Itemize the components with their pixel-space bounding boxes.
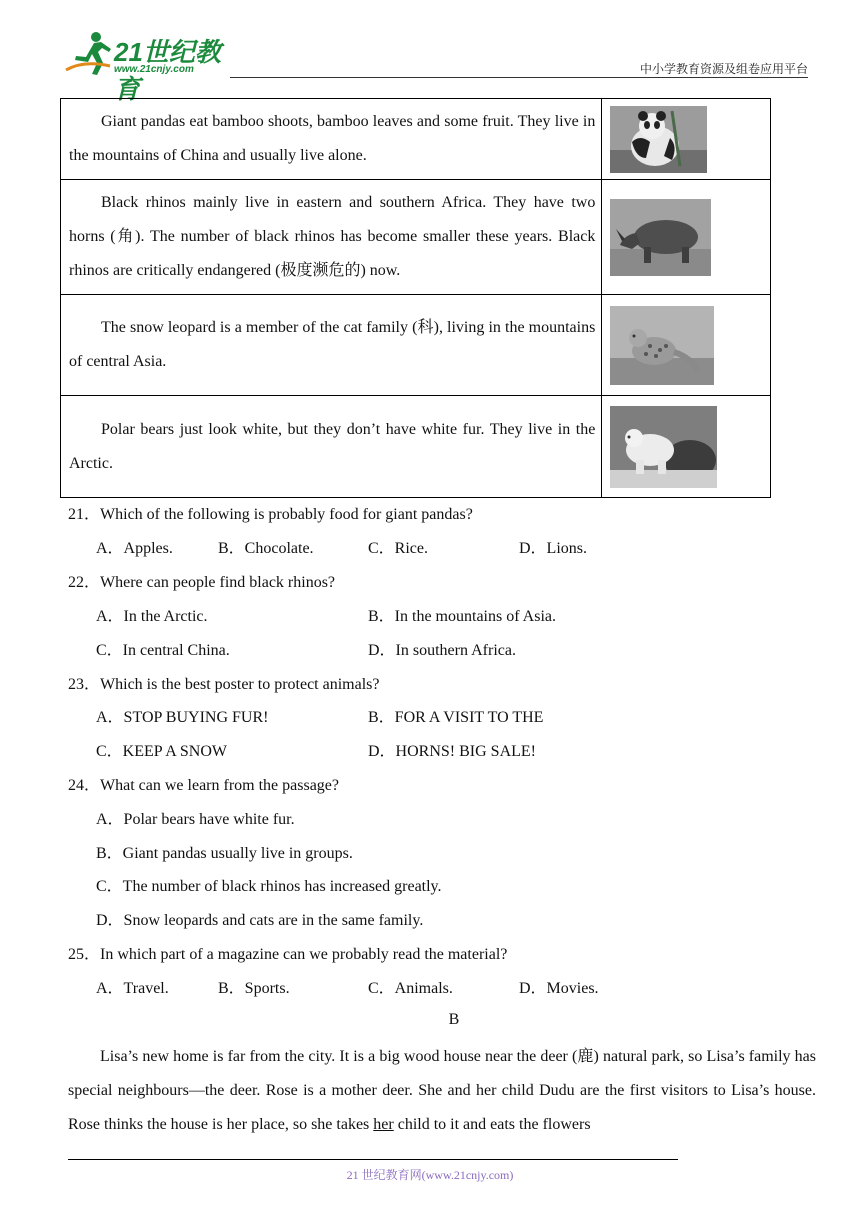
logo-url: www.21cnjy.com [114, 64, 194, 75]
option-24-c[interactable]: C．The number of black rhinos has increased greatly. [96, 878, 442, 895]
option-23-a[interactable]: A．STOP BUYING FUR! [96, 709, 269, 726]
question-text: Which of the following is probably food for giant pandas? [100, 506, 473, 523]
question-number: 21． [68, 506, 101, 523]
panda-photo-icon [610, 106, 707, 173]
platform-name: 中小学教育资源及组卷应用平台 [639, 62, 808, 76]
rhino-photo-icon [610, 199, 711, 276]
runner-logo-icon [64, 30, 114, 76]
question-25 [68, 945, 507, 965]
table-row [61, 295, 771, 396]
option-22-a[interactable]: A．In the Arctic. [96, 608, 208, 625]
option-23-c[interactable]: C．KEEP A SNOW [96, 743, 227, 760]
rhino-text: Black rhinos mainly live in eastern and southern Africa. They have two horns (角). The number of black rhinos has become smaller these years. Black rhinos are critically endangered (极度濒危的) now. [69, 194, 596, 279]
passage-text: child to it and eats the flowers [393, 1116, 591, 1133]
animal-info-table [60, 98, 771, 498]
question-24 [68, 776, 339, 796]
passage-text: Lisa’s new home is far from the city. It is a big wood house near the deer (鹿) natural park, so Lisa’s family has special neighbours—the deer. Rose is a mother deer. She and her child Dudu are the first visitors to Lisa’s house. Rose thinks the house is her place, so she takes [68, 1048, 816, 1133]
question-23 [68, 675, 380, 695]
question-number: 24． [68, 777, 101, 794]
option-24-d[interactable]: D．Snow leopards and cats are in the same family. [96, 912, 424, 929]
option-25-b[interactable]: B．Sports. [218, 980, 290, 997]
table-cell-text [61, 180, 602, 295]
option-23-b[interactable]: B．FOR A VISIT TO THE [368, 709, 544, 726]
snow-leopard-photo-icon [610, 306, 714, 385]
logo-text: 21世纪教育 [114, 37, 221, 104]
option-22-b[interactable]: B．In the mountains of Asia. [368, 608, 556, 625]
option-21-c[interactable]: C．Rice. [368, 540, 428, 557]
passage-paragraph [68, 1040, 816, 1142]
logo [64, 30, 234, 104]
option-24-a[interactable]: A．Polar bears have white fur. [96, 811, 295, 828]
question-22 [68, 573, 335, 593]
option-21-d[interactable]: D．Lions. [519, 540, 588, 557]
option-25-d[interactable]: D．Movies. [519, 980, 599, 997]
option-25-a[interactable]: A．Travel. [96, 980, 169, 997]
footer-divider [68, 1159, 678, 1160]
page-header [0, 0, 860, 104]
table-cell-image [602, 295, 771, 396]
snow-leopard-text: The snow leopard is a member of the cat family (科), living in the mountains of central Asia. [69, 319, 596, 370]
table-cell-image [602, 396, 771, 498]
question-text: In which part of a magazine can we probably read the material? [100, 946, 508, 963]
polar-bear-photo-icon [610, 406, 717, 488]
question-text: Where can people find black rhinos? [100, 574, 336, 591]
question-number: 22． [68, 574, 101, 591]
underlined-word: her [373, 1116, 394, 1133]
option-21-b[interactable]: B．Chocolate. [218, 540, 314, 557]
option-25-c[interactable]: C．Animals. [368, 980, 453, 997]
polar-bear-text: Polar bears just look white, but they don’t have white fur. They live in the Arctic. [69, 420, 596, 472]
table-cell-text [61, 295, 602, 396]
table-cell-text [61, 99, 602, 180]
section-b-heading: B [448, 1011, 460, 1028]
table-cell-image [602, 99, 771, 180]
question-text: What can we learn from the passage? [100, 777, 340, 794]
table-cell-text [61, 396, 602, 498]
table-row [61, 396, 771, 498]
option-21-a[interactable]: A．Apples. [96, 540, 173, 557]
header-divider [230, 77, 808, 78]
option-22-c[interactable]: C．In central China. [96, 642, 230, 659]
question-number: 25． [68, 946, 101, 963]
option-22-d[interactable]: D．In southern Africa. [368, 642, 516, 659]
option-23-d[interactable]: D．HORNS! BIG SALE! [368, 743, 537, 760]
table-row [61, 180, 771, 295]
question-number: 23． [68, 676, 101, 693]
footer-text: 21 世纪教育网(www.21cnjy.com) [346, 1168, 514, 1182]
panda-text: Giant pandas eat bamboo shoots, bamboo leaves and some fruit. They live in the mountains of China and usually live alone. [69, 113, 596, 164]
section-b-passage [68, 1040, 816, 1142]
question-text: Which is the best poster to protect animals? [100, 676, 380, 693]
table-cell-image [602, 180, 771, 295]
option-24-b[interactable]: B．Giant pandas usually live in groups. [96, 845, 353, 862]
table-row [61, 99, 771, 180]
question-21 [68, 505, 473, 525]
